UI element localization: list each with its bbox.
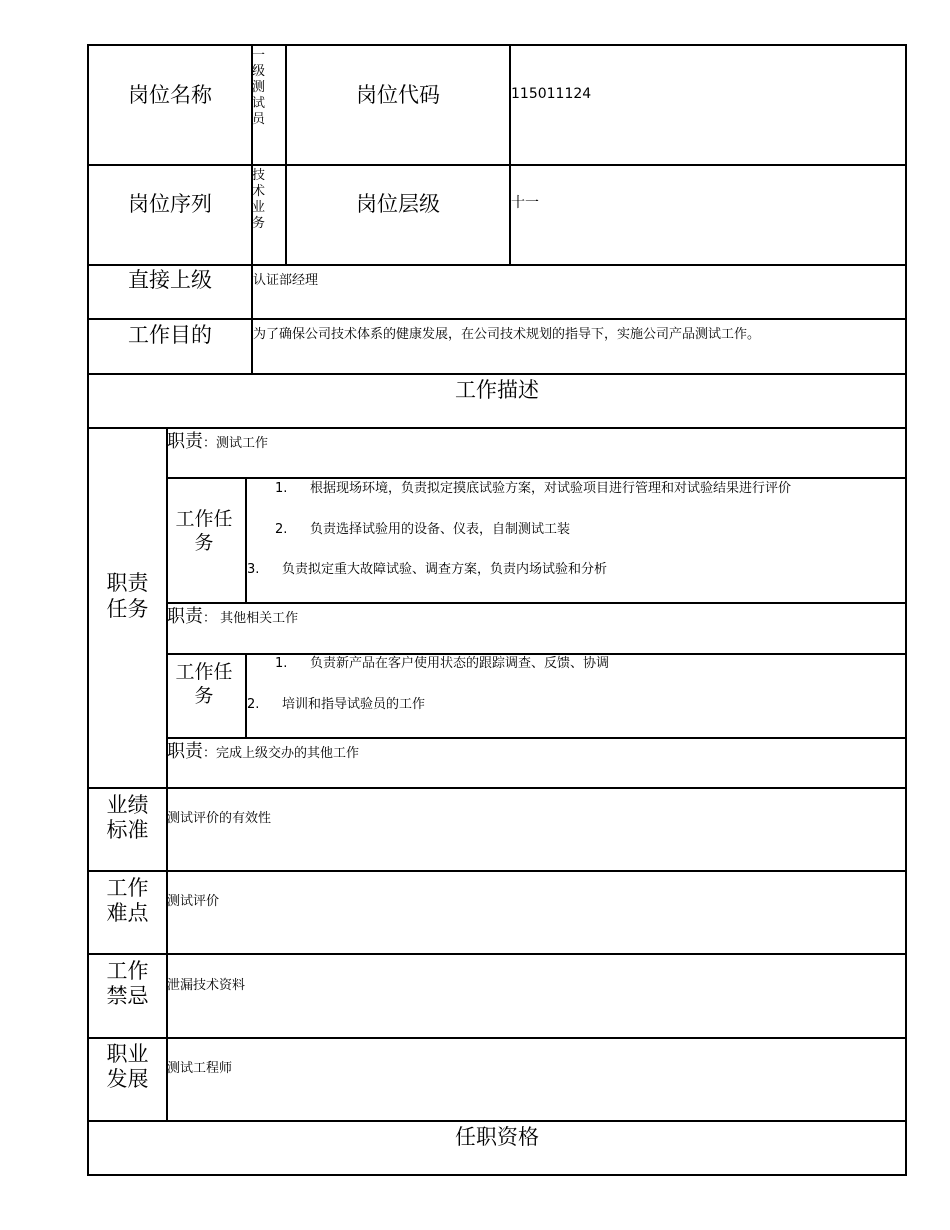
qualification-title: 任职资格 [455, 1125, 539, 1149]
row-divider [87, 264, 907, 266]
superior-label: 直接上级 [128, 268, 212, 292]
purpose-value: 为了确保公司技术体系的健康发展，在公司技术规划的指导下，实施公司产品测试工作。 [253, 327, 761, 342]
row-divider [87, 427, 907, 429]
duty-divider [166, 602, 907, 604]
row-label-text: 业绩标准 [106, 793, 149, 842]
purpose-label: 工作目的 [128, 323, 212, 347]
post-code-value: 115011124 [511, 86, 592, 102]
duty-divider [166, 653, 907, 655]
taboo-label [89, 959, 166, 1009]
career-value: 测试工程师 [167, 1061, 233, 1076]
post-level-value: 十一 [511, 195, 539, 211]
taboo-value: 泄漏技术资料 [167, 978, 246, 993]
work-description-title: 工作描述 [455, 378, 539, 402]
duty-2-name: ： 其他相关工作 [203, 611, 299, 626]
task-2-2 [247, 697, 425, 713]
task-1-2 [275, 522, 570, 538]
duty-prefix: 职责 [167, 606, 203, 627]
post-name-value: 一级测试员 [252, 48, 266, 127]
row-divider [87, 164, 907, 166]
difficulty-value: 测试评价 [167, 894, 220, 909]
col-divider [245, 477, 247, 603]
task-num: 1. [275, 481, 288, 496]
post-level-label: 岗位层级 [356, 192, 440, 216]
task-num: 2. [247, 697, 260, 712]
duty-divider [166, 477, 907, 479]
col-divider [245, 653, 247, 738]
task-1-1 [275, 481, 791, 497]
duties-label [89, 570, 166, 622]
row-divider [87, 373, 907, 375]
task-num: 1. [275, 656, 288, 671]
row-label-text: 职业发展 [106, 1042, 149, 1091]
duty-3 [167, 742, 359, 764]
task-label-text: 工作任务 [175, 508, 233, 554]
task-label-1 [166, 507, 242, 555]
duty-2 [167, 607, 298, 629]
task-text: 负责新产品在客户使用状态的跟踪调查、反馈、协调 [310, 656, 610, 671]
post-series-value: 技术业务 [252, 168, 266, 231]
task-text: 负责选择试验用的设备、仪表，自制测试工装 [310, 522, 571, 537]
row-divider [87, 318, 907, 320]
row-divider [87, 787, 907, 789]
col-divider [285, 44, 287, 265]
task-label-text: 工作任务 [175, 661, 233, 707]
row-label-text: 工作难点 [106, 876, 149, 925]
duty-1 [167, 432, 268, 454]
performance-label [89, 793, 166, 843]
task-label-2 [166, 660, 242, 708]
row-label-text: 工作禁忌 [106, 959, 149, 1008]
performance-value: 测试评价的有效性 [167, 811, 272, 826]
difficulty-label [89, 876, 166, 926]
duties-label-text: 职责任务 [106, 571, 149, 621]
task-text: 根据现场环境，负责拟定摸底试验方案，对试验项目进行管理和对试验结果进行评价 [310, 481, 792, 496]
task-num: 3. [247, 562, 260, 577]
col-divider [509, 44, 511, 265]
post-name-label: 岗位名称 [128, 83, 212, 107]
row-divider [87, 953, 907, 955]
task-text: 负责拟定重大故障试验、调查方案，负责内场试验和分析 [282, 562, 608, 577]
row-divider [87, 1037, 907, 1039]
post-series-label: 岗位序列 [128, 192, 212, 216]
task-text: 培训和指导试验员的工作 [282, 697, 426, 712]
task-2-1 [275, 656, 609, 672]
career-label [89, 1042, 166, 1092]
post-code-label: 岗位代码 [356, 83, 440, 107]
task-1-3 [247, 562, 607, 578]
duty-divider [166, 737, 907, 739]
task-num: 2. [275, 522, 288, 537]
duty-prefix: 职责 [167, 741, 203, 762]
duty-prefix: 职责 [167, 431, 203, 452]
row-divider [87, 1120, 907, 1122]
duty-1-name: ：测试工作 [203, 436, 269, 451]
superior-value: 认证部经理 [253, 273, 319, 288]
row-divider [87, 870, 907, 872]
duty-3-name: ：完成上级交办的其他工作 [203, 746, 360, 761]
